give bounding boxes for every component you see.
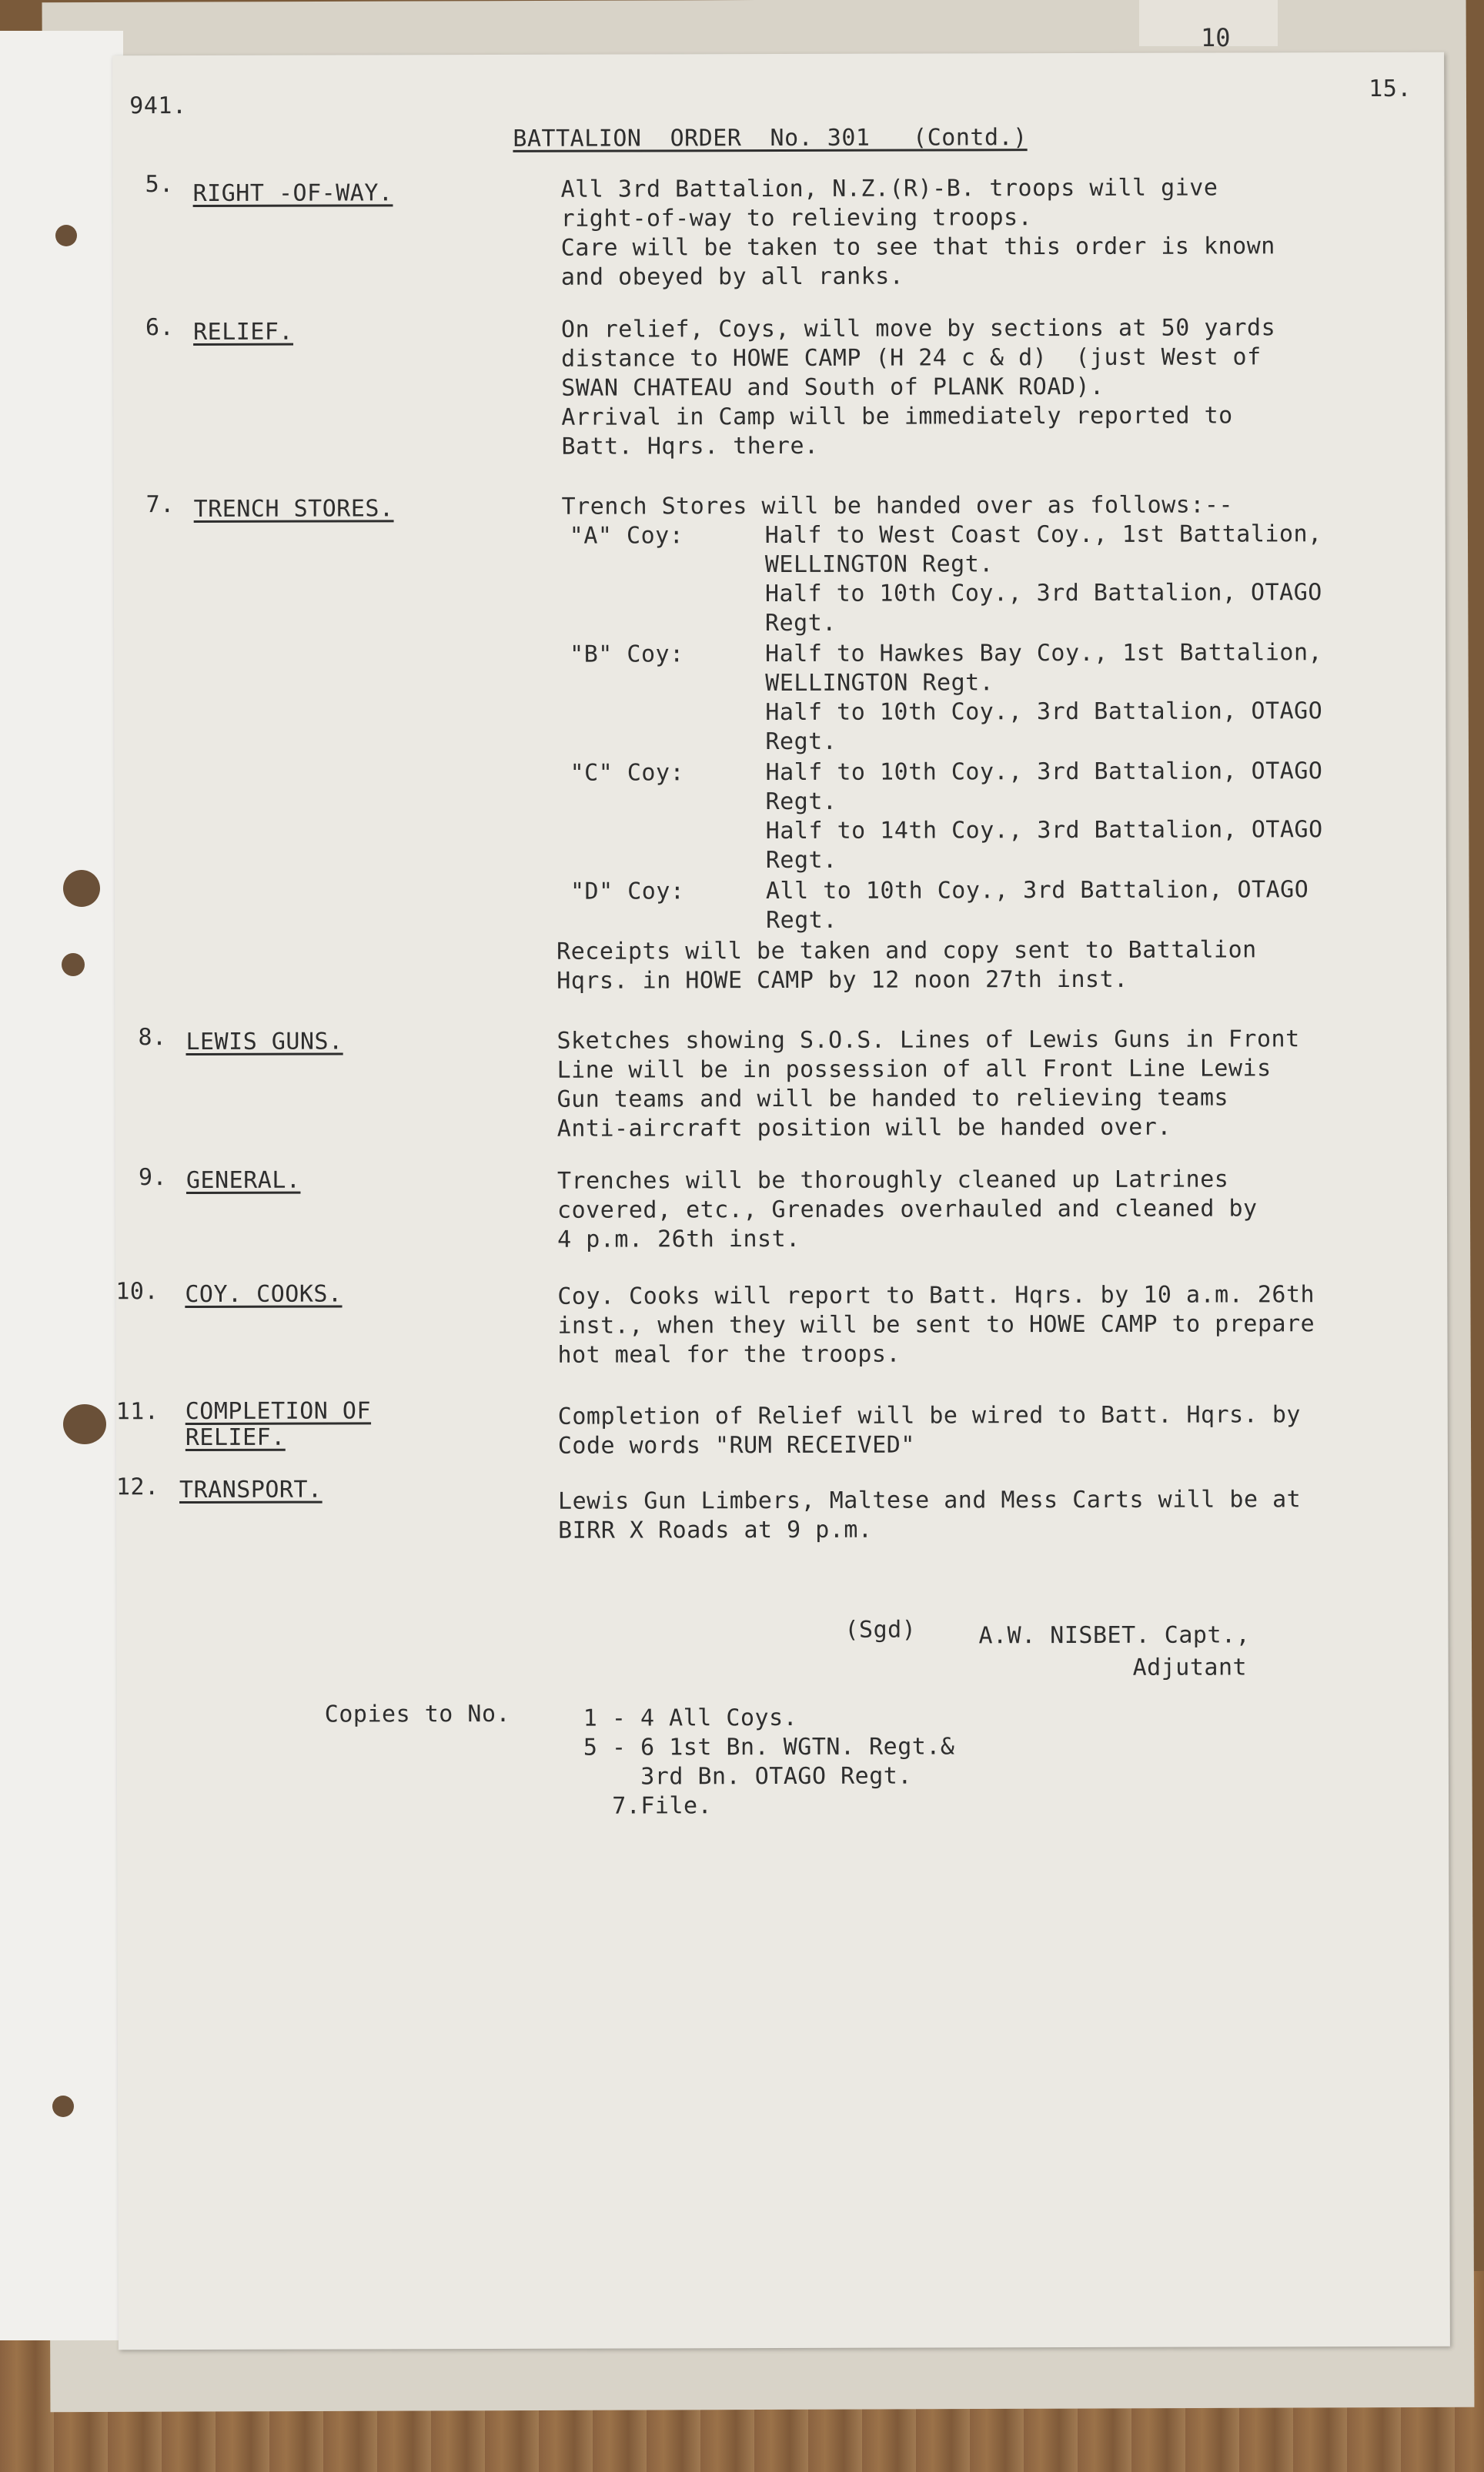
- item-heading: COY. COOKS.: [185, 1280, 343, 1309]
- item-number: 6.: [145, 314, 175, 342]
- coy-line: Regt.: [765, 846, 837, 875]
- item-number: 8.: [138, 1024, 167, 1052]
- item-heading: RIGHT -OF-WAY.: [192, 179, 393, 207]
- page-number-right: 15.: [1369, 75, 1412, 102]
- coy-line: Regt.: [765, 728, 837, 756]
- coy-line: Half to Hawkes Bay Coy., 1st Battalion,: [765, 639, 1323, 668]
- item-heading: COMPLETION OF: [185, 1397, 372, 1426]
- coy-line: Half to 10th Coy., 3rd Battalion, OTAGO: [765, 758, 1323, 787]
- item-line: Coy. Cooks will report to Batt. Hqrs. by 10 a.m. 26th: [557, 1281, 1315, 1310]
- punch-hole: [63, 870, 100, 907]
- signed-marker: (Sgd): [844, 1616, 917, 1644]
- coy-label: "C" Coy:: [570, 759, 685, 787]
- coy-line: Regt.: [764, 609, 837, 637]
- item-line: Completion of Relief will be wired to Batt. Hqrs. by: [557, 1401, 1301, 1430]
- item-heading: LEWIS GUNS.: [186, 1028, 343, 1056]
- item-line: Care will be taken to see that this order is known: [560, 232, 1275, 262]
- item-line: BIRR X Roads at 9 p.m.: [558, 1516, 873, 1544]
- item-line: right-of-way to relieving troops.: [560, 204, 1033, 232]
- item-line: distance to HOWE CAMP (H 24 c & d) (just West of: [561, 343, 1262, 373]
- copies-label: Copies to No.: [324, 1700, 511, 1728]
- left-lined-paper: [0, 31, 123, 2340]
- item-intro: Trench Stores will be handed over as follows:--: [561, 491, 1234, 520]
- coy-line: All to 10th Coy., 3rd Battalion, OTAGO: [765, 876, 1309, 905]
- item-line: and obeyed by all ranks.: [560, 263, 904, 291]
- punch-hole: [52, 2096, 74, 2117]
- item-number: 5.: [145, 171, 174, 199]
- signatory-name: A.W. NISBET. Capt.,: [978, 1621, 1251, 1650]
- coy-line: Half to 10th Coy., 3rd Battalion, OTAGO: [764, 579, 1322, 608]
- coy-label: "A" Coy:: [569, 522, 684, 550]
- punch-hole: [63, 1404, 106, 1444]
- item-line: Gun teams and will be handed to relieving teams: [556, 1084, 1229, 1113]
- item-line: hot meal for the troops.: [557, 1340, 901, 1369]
- item-number: 11.: [115, 1398, 159, 1426]
- coy-line: Half to West Coast Coy., 1st Battalion,: [764, 520, 1322, 550]
- item-heading: TRANSPORT.: [179, 1476, 323, 1504]
- item-line: Code words "RUM RECEIVED": [557, 1431, 915, 1460]
- item-heading: TRENCH STORES.: [193, 495, 394, 523]
- punch-hole: [62, 953, 85, 976]
- item-line: All 3rd Battalion, N.Z.(R)-B. troops will give: [560, 174, 1218, 203]
- item-heading: RELIEF.: [192, 318, 294, 346]
- item-line: Anti-aircraft position will be handed over.: [556, 1113, 1171, 1142]
- item-heading: GENERAL.: [186, 1166, 301, 1195]
- corner-page-number: 10: [1201, 23, 1231, 52]
- coy-line: Regt.: [765, 788, 837, 816]
- item-number: 9.: [138, 1164, 168, 1192]
- coy-line: Regt.: [766, 906, 837, 935]
- item-line: Sketches showing S.O.S. Lines of Lewis Guns in Front: [556, 1025, 1300, 1055]
- page-number-left: 941.: [129, 92, 187, 120]
- signatory-title: Adjutant: [1132, 1654, 1248, 1681]
- coy-line: Half to 10th Coy., 3rd Battalion, OTAGO: [765, 697, 1323, 727]
- item-number: 7.: [145, 491, 175, 519]
- item-line: Arrival in Camp will be immediately reported to: [561, 402, 1233, 431]
- item-line: Line will be in possession of all Front Line Lewis: [556, 1055, 1272, 1084]
- coy-line: WELLINGTON Regt.: [765, 669, 994, 697]
- item-number: 12.: [115, 1473, 159, 1501]
- copies-line: 3rd Bn. OTAGO Regt.: [583, 1762, 912, 1791]
- item-outro: Hqrs. in HOWE CAMP by 12 noon 27th inst.: [556, 965, 1128, 995]
- item-line: Lewis Gun Limbers, Maltese and Mess Carts will be at: [557, 1486, 1302, 1515]
- copies-line: 1 - 4 All Coys.: [583, 1704, 798, 1732]
- copies-line: 5 - 6 1st Bn. WGTN. Regt.&: [583, 1733, 955, 1761]
- coy-line: Half to 14th Coy., 3rd Battalion, OTAGO: [765, 816, 1323, 845]
- item-line: inst., when they will be sent to HOWE CAMP to prepare: [557, 1310, 1315, 1340]
- item-number: 10.: [115, 1278, 159, 1306]
- item-line: 4 p.m. 26th inst.: [557, 1225, 800, 1253]
- coy-line: WELLINGTON Regt.: [764, 550, 994, 579]
- item-line: covered, etc., Grenades overhauled and cleaned by: [556, 1195, 1258, 1224]
- coy-label: "B" Coy:: [570, 641, 684, 668]
- coy-label: "D" Coy:: [570, 878, 685, 905]
- item-heading-line2: RELIEF.: [185, 1423, 286, 1452]
- item-outro: Receipts will be taken and copy sent to Battalion: [556, 936, 1257, 965]
- item-line: Batt. Hqrs. there.: [561, 432, 819, 460]
- item-line: On relief, Coys, will move by sections at 50 yards: [560, 314, 1276, 343]
- document-page: [112, 52, 1450, 2350]
- order-title: BATTALION ORDER No. 301 (Contd.): [513, 124, 1028, 152]
- copies-line: 7.File.: [583, 1792, 713, 1820]
- item-line: SWAN CHATEAU and South of PLANK ROAD).: [561, 373, 1105, 402]
- punch-hole: [55, 225, 77, 246]
- item-line: Trenches will be thoroughly cleaned up Latrines: [556, 1166, 1229, 1195]
